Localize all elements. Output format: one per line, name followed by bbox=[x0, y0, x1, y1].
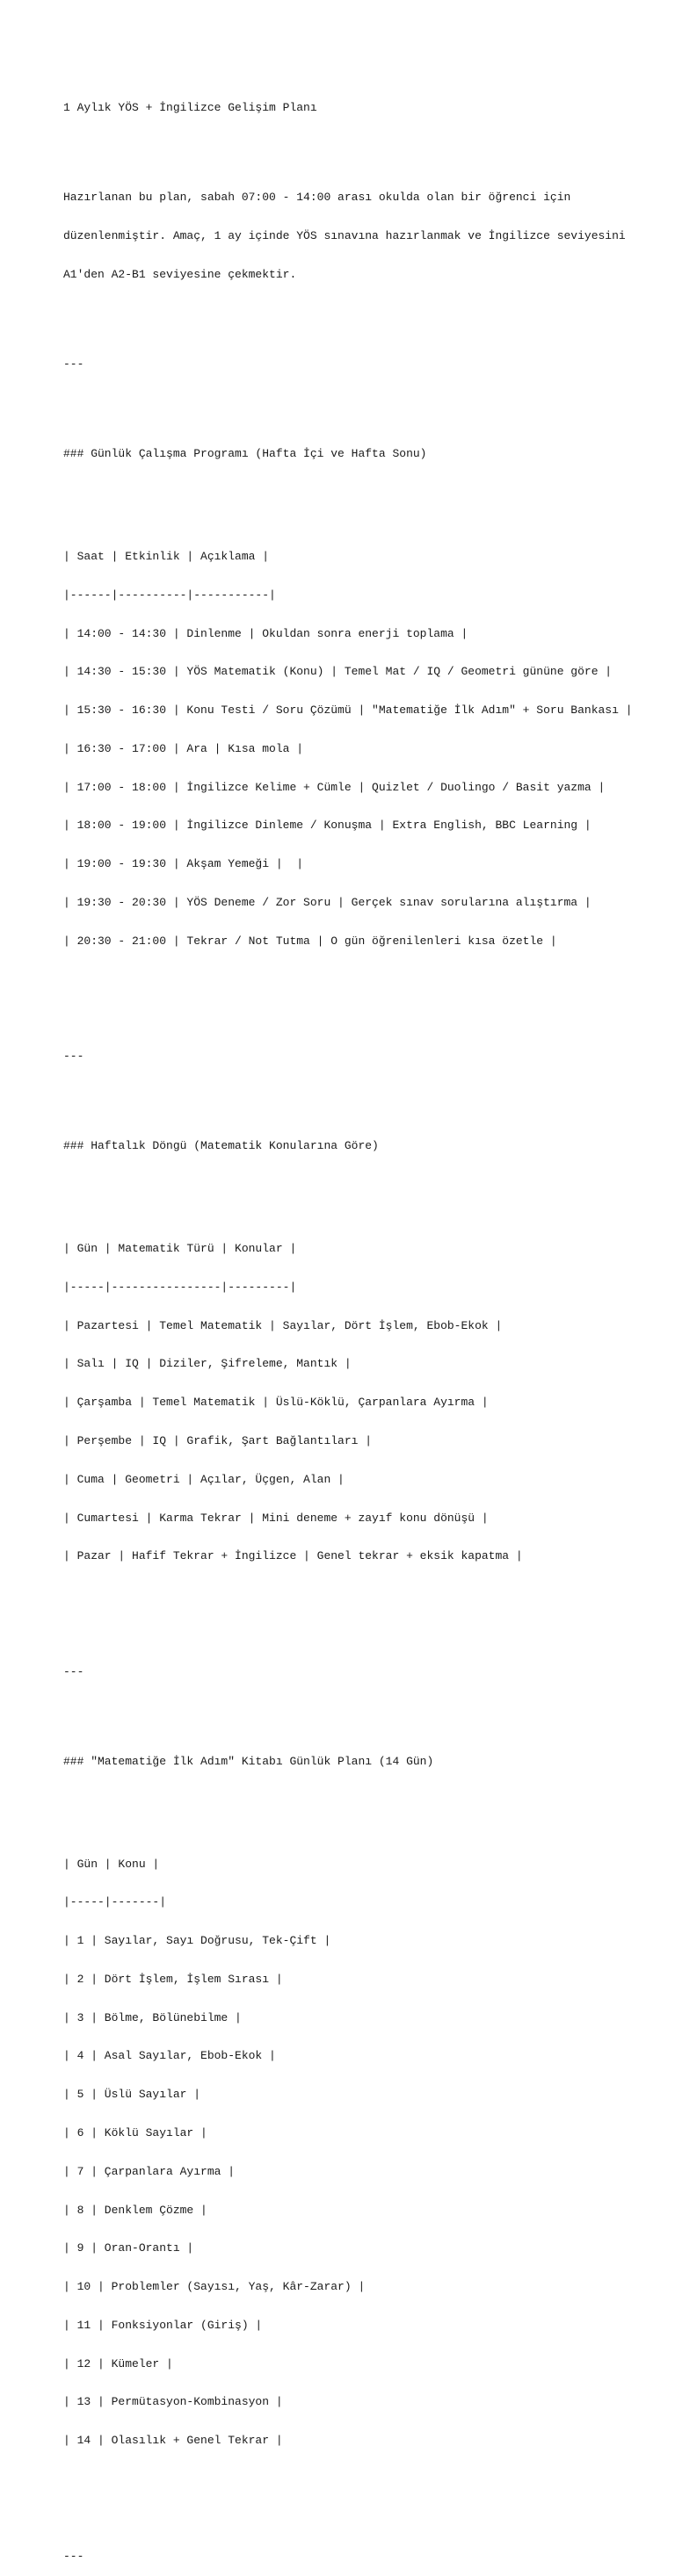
table-row: | Salı | IQ | Diziler, Şifreleme, Mantık | bbox=[63, 1357, 352, 1371]
table-divider-row: |-----|-------| bbox=[63, 1895, 167, 1909]
blank-line bbox=[63, 141, 661, 154]
table-row: | Çarşamba | Temel Matematik | Üslü-Köklü, Çarpanlara Ayırma | bbox=[63, 1396, 489, 1410]
table-row: | 16:30 - 17:00 | Ara | Kısa mola | bbox=[63, 741, 304, 755]
table-row: | 9 | Oran-Orantı | bbox=[63, 2241, 194, 2255]
separator: --- bbox=[63, 357, 84, 372]
table-row: | 11 | Fonksiyonlar (Giriş) | bbox=[63, 2318, 263, 2332]
book-plan-table bbox=[63, 1832, 661, 2473]
table-row: | Cuma | Geometri | Açılar, Üçgen, Alan | bbox=[63, 1472, 345, 1486]
weekly-cycle-table bbox=[63, 1217, 661, 1589]
intro-line: A1'den A2-B1 seviyesine çekmektir. bbox=[63, 267, 297, 281]
table-row: | 1 | Sayılar, Sayı Doğrusu, Tek-Çift | bbox=[63, 1934, 331, 1948]
table-header-row: | Gün | Matematik Türü | Konular | bbox=[63, 1242, 297, 1256]
table-row: | 2 | Dört İşlem, İşlem Sırası | bbox=[63, 1972, 283, 1986]
blank-line bbox=[63, 1704, 661, 1717]
table-row: | 14:00 - 14:30 | Dinlenme | Okuldan sonra enerji toplama | bbox=[63, 626, 468, 640]
table-row: | 19:30 - 20:30 | YÖS Deneme / Zor Soru | Gerçek sınav sorularına alıştırma | bbox=[63, 896, 592, 909]
intro-line: düzenlenmiştir. Amaç, 1 ay içinde YÖS sınavına hazırlanmak ve İngilizce seviyesini bbox=[63, 229, 626, 243]
table-row: | 3 | Bölme, Bölünebilme | bbox=[63, 2010, 242, 2024]
table-row: | 8 | Denklem Çözme | bbox=[63, 2203, 207, 2217]
table-row: | 12 | Kümeler | bbox=[63, 2356, 173, 2370]
table-row: | 10 | Problemler (Sayısı, Yaş, Kâr-Zarar) | bbox=[63, 2280, 366, 2294]
blank-line bbox=[63, 487, 661, 500]
table-row: | 6 | Köklü Sayılar | bbox=[63, 2126, 207, 2139]
daily-section-heading: ### Günlük Çalışma Programı (Hafta İçi ve Hafta Sonu) bbox=[63, 447, 427, 461]
table-row: | 20:30 - 21:00 | Tekrar / Not Tutma | O gün öğrenilenleri kısa özetle | bbox=[63, 934, 557, 948]
table-row: | 19:00 - 19:30 | Akşam Yemeği | | bbox=[63, 857, 304, 871]
blank-line bbox=[63, 1794, 661, 1808]
separator: --- bbox=[63, 1664, 84, 1678]
table-row: | Pazar | Hafif Tekrar + İngilizce | Genel tekrar + eksik kapatma | bbox=[63, 1549, 523, 1563]
table-header-row: | Gün | Konu | bbox=[63, 1857, 160, 1871]
document-body bbox=[63, 76, 661, 2576]
table-row: | 15:30 - 16:30 | Konu Testi / Soru Çözümü | "Matematiğe İlk Adım" + Soru Bankası | bbox=[63, 704, 633, 718]
table-row: | Pazartesi | Temel Matematik | Sayılar, Dört İşlem, Ebob-Ekok | bbox=[63, 1318, 503, 1332]
blank-line bbox=[63, 999, 661, 1013]
blank-line bbox=[63, 397, 661, 410]
document-title: 1 Aylık YÖS + İngilizce Gelişim Planı bbox=[63, 101, 317, 115]
intro-line: Hazırlanan bu plan, sabah 07:00 - 14:00 arası okulda olan bir öğrenci için bbox=[63, 191, 571, 205]
table-row: | 4 | Asal Sayılar, Ebob-Ekok | bbox=[63, 2049, 276, 2063]
blank-line bbox=[63, 2499, 661, 2512]
table-row: | 14:30 - 15:30 | YÖS Matematik (Konu) | Temel Mat / IQ / Geometri gününe göre | bbox=[63, 665, 613, 679]
daily-schedule-table bbox=[63, 525, 661, 974]
blank-line bbox=[63, 307, 661, 321]
table-row: | Cumartesi | Karma Tekrar | Mini deneme + zayıf konu dönüşü | bbox=[63, 1511, 489, 1525]
table-header-row: | Saat | Etkinlik | Açıklama | bbox=[63, 549, 270, 563]
table-divider-row: |-----|----------------|---------| bbox=[63, 1280, 297, 1294]
book-section-heading: ### "Matematiğe İlk Adım" Kitabı Günlük Planı (14 Gün) bbox=[63, 1754, 434, 1768]
table-row: | 17:00 - 18:00 | İngilizce Kelime + Cümle | Quizlet / Duolingo / Basit yazma | bbox=[63, 780, 606, 794]
table-divider-row: |------|----------|-----------| bbox=[63, 588, 276, 602]
table-row: | 18:00 - 19:00 | İngilizce Dinleme / Konuşma | Extra English, BBC Learning | bbox=[63, 819, 592, 833]
blank-line bbox=[63, 1089, 661, 1102]
weekly-section-heading: ### Haftalık Döngü (Matematik Konularına Göre) bbox=[63, 1139, 379, 1153]
table-row: | Perşembe | IQ | Grafik, Şart Bağlantıları | bbox=[63, 1433, 373, 1447]
table-row: | 5 | Üslü Sayılar | bbox=[63, 2088, 201, 2102]
blank-line bbox=[63, 1179, 661, 1192]
blank-line bbox=[63, 1614, 661, 1627]
separator: --- bbox=[63, 1050, 84, 1064]
table-row: | 13 | Permütasyon-Kombinasyon | bbox=[63, 2395, 283, 2409]
table-row: | 14 | Olasılık + Genel Tekrar | bbox=[63, 2434, 283, 2448]
separator: --- bbox=[63, 2549, 84, 2563]
table-row: | 7 | Çarpanlara Ayırma | bbox=[63, 2164, 236, 2178]
